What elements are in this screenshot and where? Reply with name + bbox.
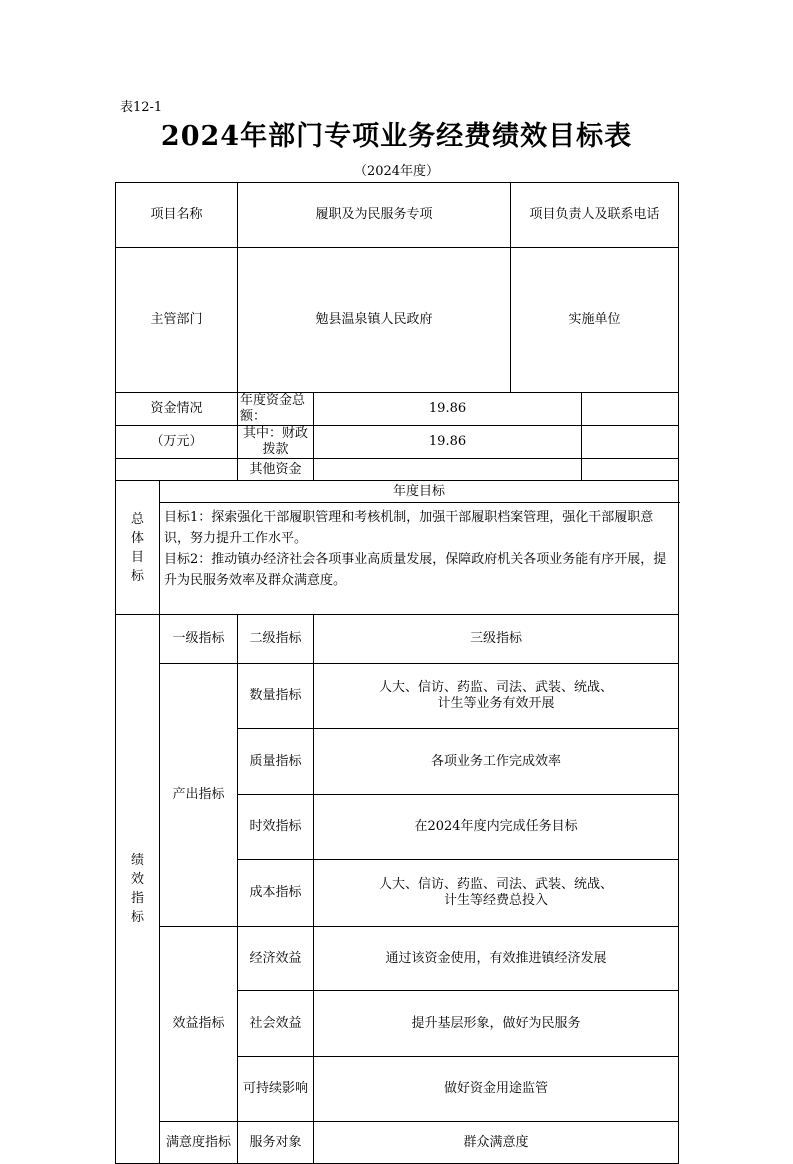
level3-cell: 各项业务工作完成效率 (314, 729, 679, 795)
impl-unit-label: 实施单位 (511, 248, 679, 393)
goals-header-row (116, 481, 679, 503)
indicator-row (116, 927, 679, 991)
department-value: 勉县温泉镇人民政府 (238, 248, 511, 393)
funds-other-extra (582, 459, 679, 481)
annual-goals-header: 年度目标 (160, 481, 679, 503)
funds-total-value: 19.86 (314, 393, 582, 426)
level2-cell: 时效指标 (238, 795, 314, 860)
goal-2: 目标2：推动镇办经济社会各项事业高质量发展，保障政府机关各项业务能有序开展，提升为民服务效率及群众满意度。 (164, 552, 667, 588)
level3-header: 三级指标 (314, 615, 679, 664)
contact-label: 项目负责人及联系电话 (511, 183, 679, 248)
project-name-value: 履职及为民服务专项 (238, 183, 511, 248)
project-row (116, 183, 679, 248)
level2-cell: 服务对象 (238, 1122, 314, 1164)
department-label: 主管部门 (116, 248, 238, 393)
satisfaction-indicators-label: 满意度指标 (160, 1122, 238, 1164)
output-indicators-label: 产出指标 (160, 664, 238, 927)
funds-total-extra (582, 393, 679, 426)
level3-cell: 群众满意度 (314, 1122, 679, 1164)
indicator-row (116, 664, 679, 729)
benefit-indicators-label: 效益指标 (160, 927, 238, 1122)
level2-cell: 可持续影响 (238, 1057, 314, 1122)
indicators-header-row (116, 615, 679, 664)
level2-cell: 经济效益 (238, 927, 314, 991)
level2-cell: 成本指标 (238, 860, 314, 927)
year-subtitle: （2024年度） (353, 164, 440, 179)
level3-cell: 人大、信访、药监、司法、武装、统战、 计生等经费总投入 (314, 860, 679, 927)
goal-1: 目标1：探索强化干部履职管理和考核机制，加强干部履职档案管理，强化干部履职意识，努力提升工作水平。 (164, 510, 654, 546)
department-row (116, 248, 679, 393)
funds-fiscal-value: 19.86 (314, 426, 582, 459)
performance-indicators-label: 绩 效 指 标 (116, 615, 160, 1164)
project-name-label: 项目名称 (116, 183, 238, 248)
funds-fiscal-label: 其中：财政拨款 (238, 426, 314, 459)
level3-cell: 提升基层形象，做好为民服务 (314, 991, 679, 1057)
overall-goals-label: 总 体 目 标 (116, 481, 160, 615)
page-title: 2024年部门专项业务经费绩效目标表 (160, 121, 633, 152)
funds-other-row (116, 459, 679, 481)
level3-cell: 在2024年度内完成任务目标 (314, 795, 679, 860)
level3-cell: 人大、信访、药监、司法、武装、统战、 计生等业务有效开展 (314, 664, 679, 729)
table-number: 表12-1 (120, 100, 163, 115)
performance-target-table (115, 182, 679, 1164)
funds-total-row (116, 393, 679, 426)
annual-goals-text (160, 503, 679, 615)
funds-blank (116, 459, 238, 481)
level2-cell: 社会效益 (238, 991, 314, 1057)
funds-fiscal-extra (582, 426, 679, 459)
funds-fiscal-row (116, 426, 679, 459)
indicator-row (116, 1122, 679, 1164)
funds-unit-label: （万元） (116, 426, 238, 459)
funds-other-value (314, 459, 582, 481)
funds-total-label: 年度资金总额： (238, 393, 314, 426)
level3-cell: 通过该资金使用，有效推进镇经济发展 (314, 927, 679, 991)
funds-other-label: 其他资金 (238, 459, 314, 481)
level2-header: 二级指标 (238, 615, 314, 664)
funds-label: 资金情况 (116, 393, 238, 426)
level3-cell: 做好资金用途监管 (314, 1057, 679, 1122)
level1-header: 一级指标 (160, 615, 238, 664)
level2-cell: 数量指标 (238, 664, 314, 729)
level2-cell: 质量指标 (238, 729, 314, 795)
goals-content-row (116, 503, 679, 615)
